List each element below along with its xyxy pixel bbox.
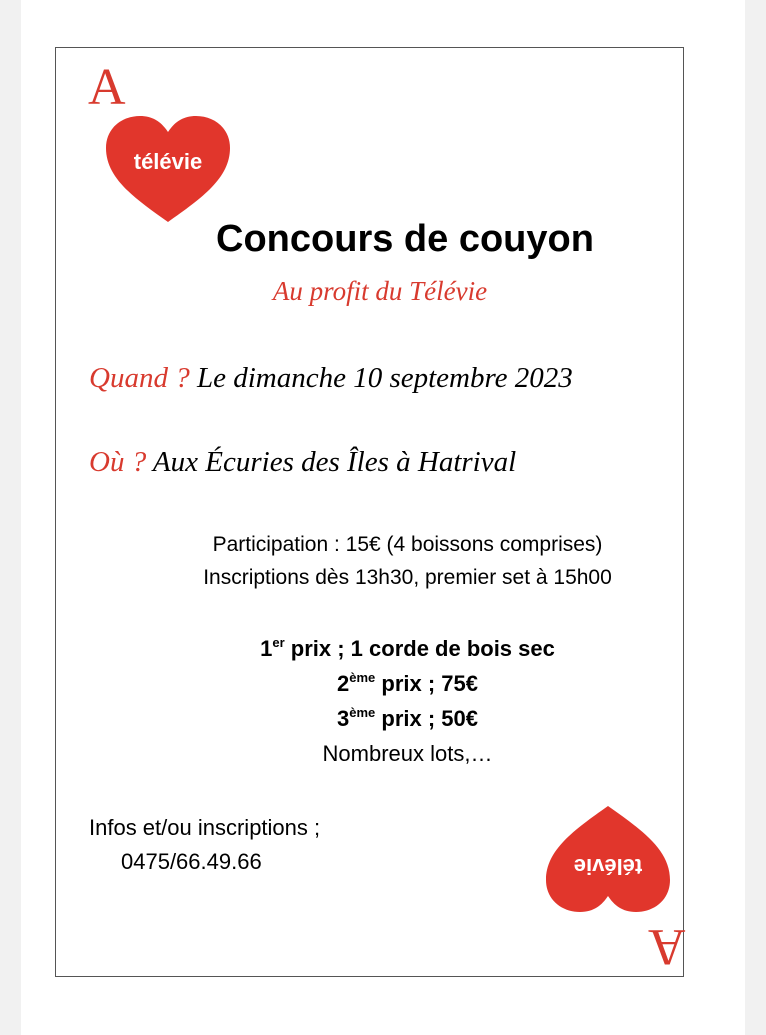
event-subtitle: Au profit du Télévie [272,276,488,306]
first-prize-text: prix ; 1 corde de bois sec [284,636,555,661]
third-prize-rank: 3 [337,706,350,731]
participation-block [80,528,735,594]
where-label: Où ? [89,446,147,478]
registration-schedule: Inscriptions dès 13h30, premier set à 15h00 [203,566,612,589]
first-prize [80,631,735,666]
televie-heart-logo-icon [104,114,232,224]
prizes-block [80,631,735,771]
televie-heart-logo-inverted-icon [544,804,672,914]
logo-text-inverted: télévie [573,854,643,879]
when-value: Le dimanche 10 septembre 2023 [189,362,573,394]
where-line [89,446,516,479]
first-prize-suffix: er [272,635,285,650]
logo-text: télévie [133,149,203,174]
first-prize-rank: 1 [260,636,273,661]
third-prize-suffix: ème [349,705,376,720]
ace-rank-bottom: A [648,918,686,975]
contact-phone: 0475/66.49.66 [121,849,262,874]
other-prizes: Nombreux lots,… [322,741,493,766]
third-prize [80,701,735,736]
second-prize-text: prix ; 75€ [375,671,478,696]
second-prize [80,666,735,701]
event-title: Concours de couyon [216,218,594,260]
ace-rank-top: A [88,59,126,116]
when-label: Quand ? [89,362,190,394]
contact-label: Infos et/ou inscriptions ; [89,815,321,840]
contact-block [89,811,320,879]
when-line [89,362,573,395]
second-prize-suffix: ème [349,670,376,685]
participation-fee: Participation : 15€ (4 boissons comprises) [212,533,603,556]
third-prize-text: prix ; 50€ [375,706,478,731]
where-value: Aux Écuries des Îles à Hatrival [146,446,517,478]
second-prize-rank: 2 [337,671,350,696]
